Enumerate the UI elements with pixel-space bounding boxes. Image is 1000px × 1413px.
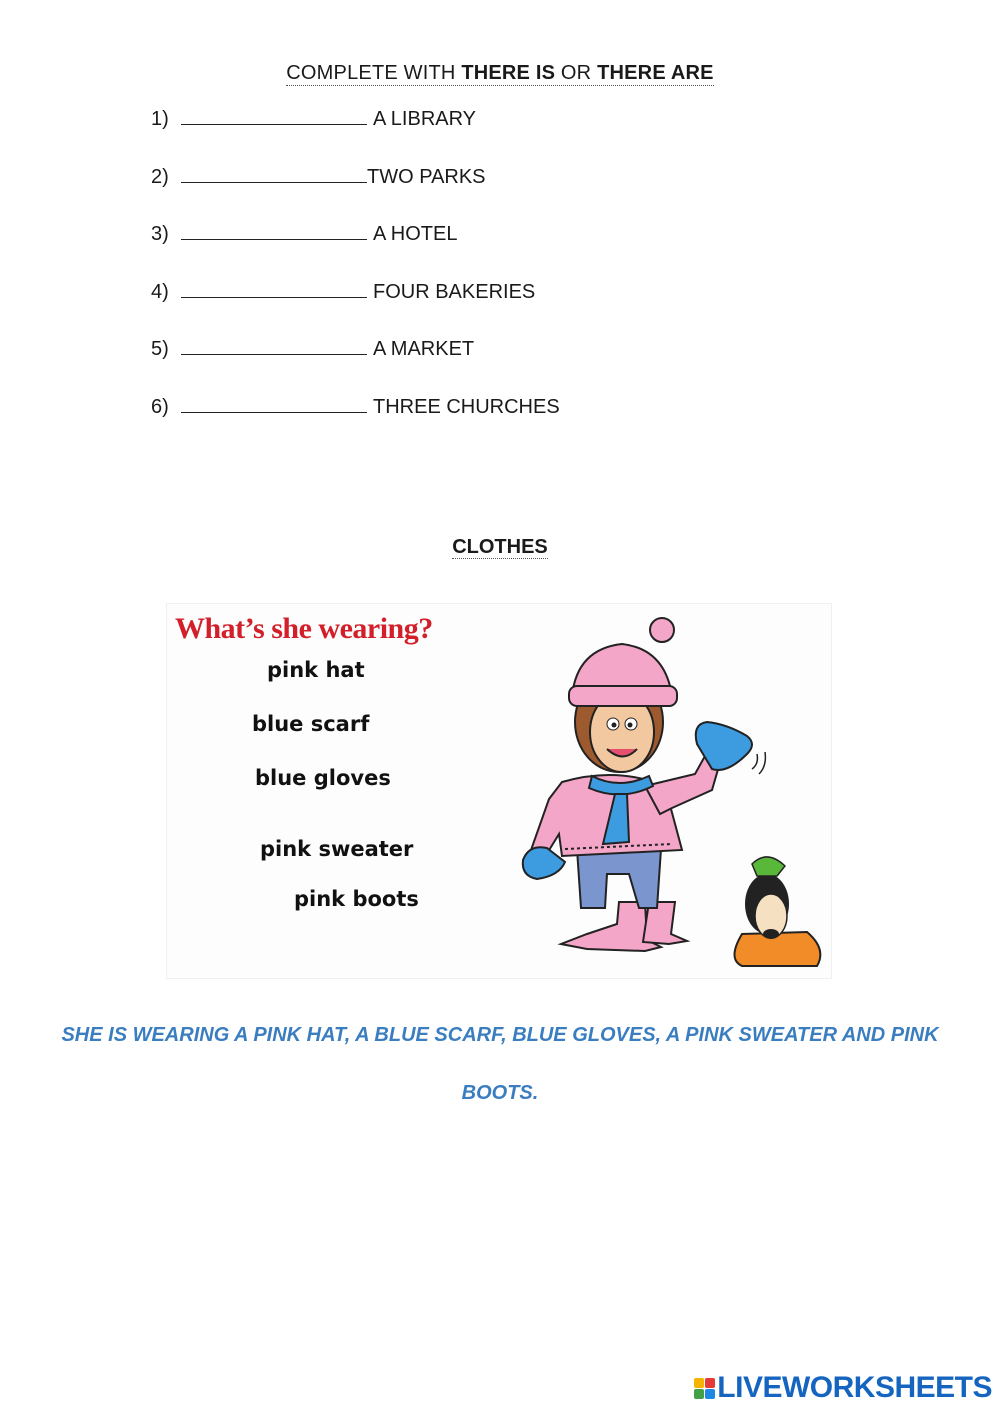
instruction-or: OR	[555, 62, 598, 84]
exercise-row-3	[151, 221, 560, 279]
exercise-text: A LIBRARY	[373, 108, 477, 130]
answer-blank-3[interactable]	[181, 221, 367, 240]
clothes-illustration	[166, 603, 832, 979]
liveworksheets-logo	[694, 1371, 992, 1405]
exercise-number: 1)	[151, 108, 169, 130]
exercise-text: FOUR BAKERIES	[373, 280, 536, 303]
exercise-number: 6)	[151, 395, 169, 418]
goofy-icon	[735, 857, 821, 966]
exercise-text: A HOTEL	[373, 223, 458, 246]
exercise-row-4	[151, 279, 560, 337]
exercise-row-1	[151, 106, 560, 164]
answer-sentence-line-2: BOOTS.	[461, 1082, 539, 1104]
exercise-number: 4)	[151, 280, 169, 303]
worksheet-instruction	[0, 62, 1000, 85]
exercise-row-2	[151, 164, 560, 222]
exercise-list	[151, 106, 560, 452]
instruction-there-are: THERE ARE	[597, 62, 714, 84]
clothing-item-scarf: blue scarf	[252, 712, 370, 736]
exercise-row-6	[151, 394, 560, 452]
clothing-item-boots: pink boots	[294, 887, 419, 911]
logo-mark-icon	[694, 1378, 715, 1399]
exercise-text: THREE CHURCHES	[373, 395, 560, 418]
exercise-row-5	[151, 336, 560, 394]
answer-blank-5[interactable]	[181, 336, 367, 355]
clothes-heading-text: CLOTHES	[452, 536, 548, 558]
clothing-item-sweater: pink sweater	[260, 837, 414, 861]
question-title: What’s she wearing?	[175, 612, 433, 645]
answer-blank-4[interactable]	[181, 279, 367, 298]
answer-blank-6[interactable]	[181, 394, 367, 413]
logo-text: LIVEWORKSHEETS	[717, 1371, 992, 1404]
answer-blank-1[interactable]	[181, 106, 367, 125]
exercise-text: A MARKET	[373, 338, 475, 361]
exercise-number: 2)	[151, 165, 169, 188]
instruction-prefix: COMPLETE WITH	[286, 62, 462, 84]
exercise-number: 3)	[151, 223, 169, 246]
answer-blank-2[interactable]	[181, 164, 367, 183]
exercise-number: 5)	[151, 338, 169, 361]
clothing-item-gloves: blue gloves	[255, 766, 391, 790]
exercise-text: TWO PARKS	[367, 165, 486, 188]
answer-sentence-line-1: SHE IS WEARING A PINK HAT, A BLUE SCARF, BLUE GLOVES, A PINK SWEATER AND PINK	[61, 1024, 939, 1046]
instruction-there-is: THERE IS	[461, 62, 556, 84]
clothes-heading	[0, 536, 1000, 559]
clothing-item-hat: pink hat	[267, 658, 365, 682]
